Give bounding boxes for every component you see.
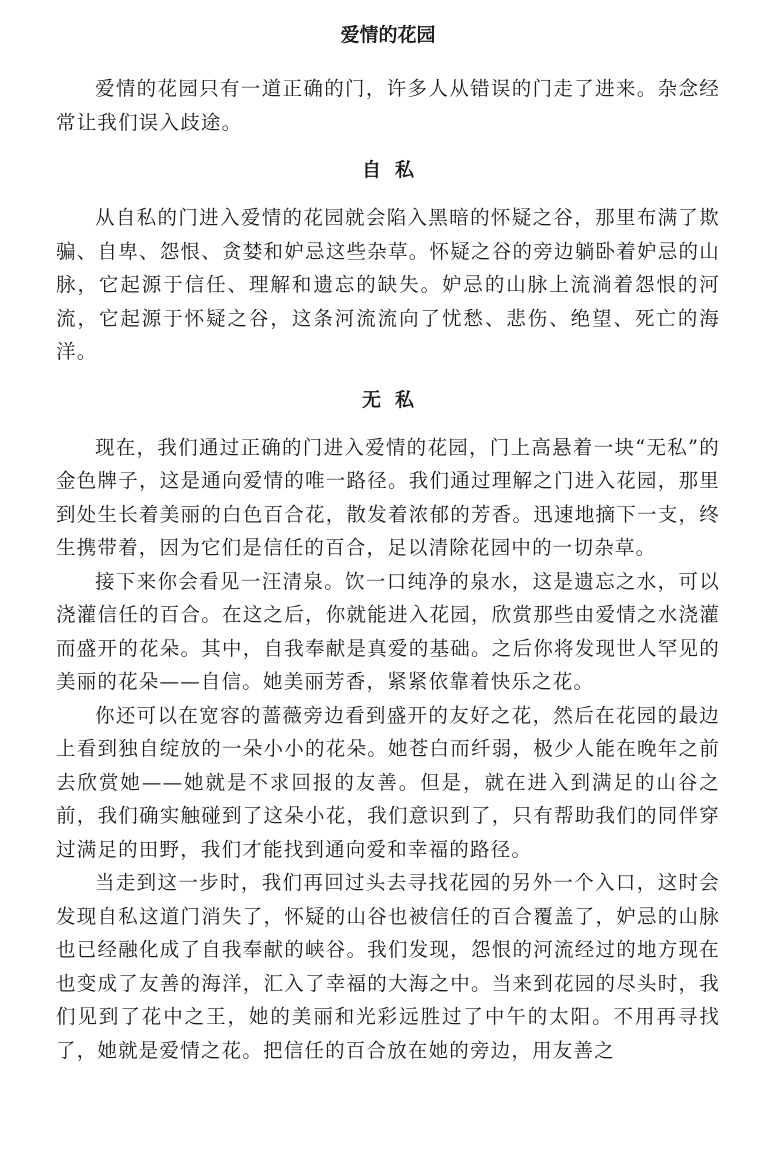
selfless-paragraph-3: 你还可以在宽容的蔷薇旁边看到盛开的友好之花，然后在花园的最边上看到独自绽放的一朵小小的花朵。她苍白而纤弱，极少人能在晚年之前去欣赏她——她就是不求回报的友善。但是，就在进入到满足的山谷之前，我们确实触碰到了这朵小花，我们意识到了，只有帮助我们的同伴穿过满足的田野，我们才能找到通向爱和幸福的路径。 [56,703,720,861]
section-heading-selfless-text: 无私 [361,388,428,411]
section-heading-selfless [56,383,720,417]
document-page [56,18,720,1067]
selfish-paragraph-1: 从自私的门进入爱情的花园就会陷入黑暗的怀疑之谷，那里布满了欺骗、自卑、怨恨、贪婪和妒忌这些杂草。怀疑之谷的旁边躺卧着妒忌的山脉，它起源于信任、理解和遗忘的缺失。妒忌的山脉上流淌着怨恨的河流，它起源于怀疑之谷，这条河流流向了忧愁、悲伤、绝望、死亡的海洋。 [56,206,720,363]
section-heading-selfish-text: 自私 [361,159,428,181]
selfless-paragraph-4: 当走到这一步时，我们再回过头去寻找花园的另外一个入口，这时会发现自私这道门消失了，怀疑的山谷也被信任的百合覆盖了，妒忌的山脉也已经融化成了自我奉献的峡谷。我们发现，怨恨的河流经过的地方现在也变成了友善的海洋，汇入了幸福的大海之中。当来到花园的尽头时，我们见到了花中之王，她的美丽和光彩远胜过了中午的太阳。不用再寻找了，她就是爱情之花。把信任的百合放在她的旁边，用友善之 [56,871,720,1062]
page-title: 爱情的花园 [340,24,436,46]
intro-paragraph: 爱情的花园只有一道正确的门，许多人从错误的门走了进来。杂念经常让我们误入歧途。 [56,77,720,134]
section-heading-selfish [56,153,720,187]
selfless-paragraph-2: 接下来你会看见一汪清泉。饮一口纯净的泉水，这是遗忘之水，可以浇灌信任的百合。在这之后，你就能进入花园，欣赏那些由爱情之水浇灌而盛开的花朵。其中，自我奉献是真爱的基础。之后你将发现世人罕见的美丽的花朵——自信。她美丽芳香，紧紧依靠着快乐之花。 [56,569,720,693]
selfless-paragraph-1: 现在，我们通过正确的门进入爱情的花园，门上高悬着一块“无私”的金色牌子，这是通向爱情的唯一路径。我们通过理解之门进入花园，那里到处生长着美丽的白色百合花，散发着浓郁的芳香。迅速地摘下一支，终生携带着，因为它们是信任的百合，足以清除花园中的一切杂草。 [56,435,720,559]
